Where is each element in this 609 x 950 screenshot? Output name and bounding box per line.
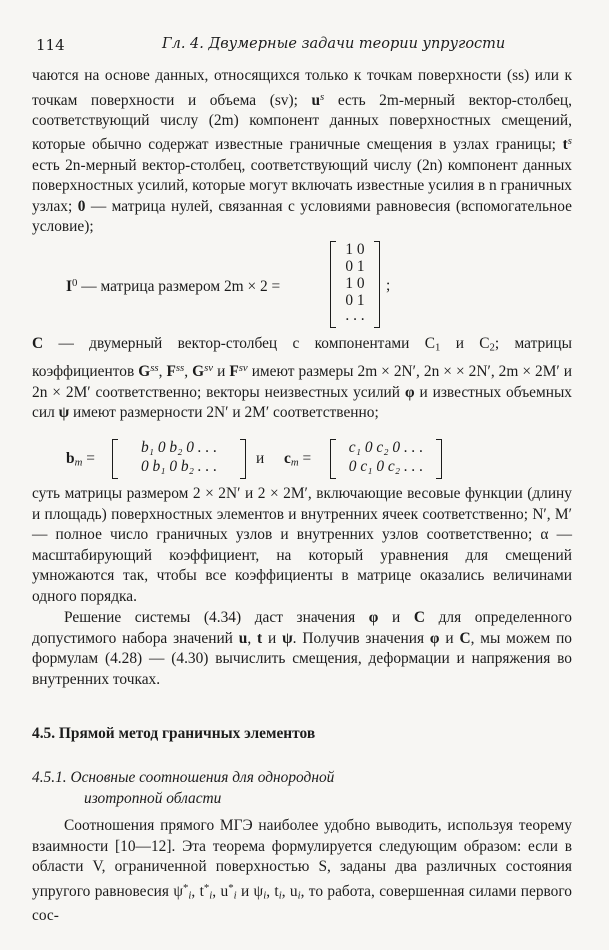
matrix-row: c₁ 0 c₂ 0 . . . (348, 439, 424, 456)
paragraph-matrices-description: суть матрицы размером 2 × 2N′ и 2 × 2M′, включающие весовые функции (длину и площадь) поверхностных элементов и внутренних ячеек соответственно; N′, M′ — полное число граничных узлов и внутренних узлов соответственно; α — масштабирующий коэффициент, на который уравнения для смещений умножаются так, чтобы все коэффициенты в матрице оказались величинами одного порядка. (32, 485, 572, 605)
matrix-row: b₁ 0 b₂ 0 . . . (140, 439, 218, 456)
matrix-row: 1 0 (345, 241, 365, 258)
matrix-c (330, 439, 442, 479)
paragraph-definitions: чаются на основе данных, относящихся только к точкам поверхности (ss) или к точкам поверхности и объема (sv); $u^s$ есть 2m-мерный вектор-столбец, соответствующий числу (2m) компонент данных поверхностных смещений, которые обычно содержат известные граничные смещения в узлах границы; $t^s$ есть 2n-мерный вектор-столбец, соответствующий числу (2n) компонент данных поверхностных усилий, которые могут включать известные усилия в n граничных узлах; 0 — матрица нулей, связанная с условиями равновесия (вспомогательное условие); (32, 67, 572, 236)
subsection-heading-line1: 4.5.1. Основные соотношения для однородной (32, 769, 335, 786)
paragraph-solution: Решение системы (4.34) даст значения φ и C для определенного допустимого набора значений u, t и ψ. Получив значения φ и C, мы можем по формулам (4.28) — (4.30) вычислить смещения, деформации и напряжения во внутренних точках. (32, 609, 572, 688)
equation-conjunction: и (256, 450, 265, 467)
identity-matrix (330, 241, 380, 329)
matrix-row: 0 b₁ 0 b₂ . . . (140, 458, 218, 475)
equation-trail: ; (386, 277, 391, 294)
equation-b-symbol: $b_m$ = (66, 450, 95, 469)
paragraph-reciprocity-theorem: Соотношения прямого МГЭ наиболее удобно выводить, используя теорему взаимности [10—12]. Эта теорема формулируется следующим образом: если в области V, ограниченной поверхностью S, заданы два различных состояния упругого равновесия $\psi^*_i$, $t^*_i$, $u^*_i$ и $\psi_i$, $t_i$, $u_i$, то работа, совершенная силами первого сос- (32, 817, 573, 924)
page-header (0, 36, 609, 58)
paragraph-vectors: C — двумерный вектор-столбец с компонентами $C_1$ и $C_2$; матрицы коэффициентов $G^{ss}$, $F^{ss}$, $G^{sv}$ и $F^{sv}$ имеют размеры 2m × 2N′, 2n × × 2N′, 2m × 2M′ и 2n × 2M′ соответственно; векторы неизвестных усилий φ и известных объемных сил ψ имеют размерности 2N′ и 2M′ соответственно; (32, 335, 573, 422)
matrix-row: 0 1 (345, 292, 365, 309)
equation-identity-matrix-label: $I^0$ — матрица размером 2m × 2 = (66, 277, 281, 295)
matrix-row: . . . (345, 307, 365, 324)
running-head: Гл. 4. Двумерные задачи теории упругости (162, 36, 506, 52)
matrix-row: 0 1 (345, 258, 365, 275)
page-number: 114 (36, 36, 65, 54)
section-heading: 4.5. Прямой метод граничных элементов (32, 725, 316, 742)
matrix-row: 0 c₁ 0 c₂ . . . (348, 458, 424, 475)
subsection-heading-line2: изотропной области (84, 790, 222, 807)
equation-c-symbol: $c_m$ = (284, 450, 312, 469)
matrix-b (112, 439, 246, 479)
matrix-row: 1 0 (345, 275, 365, 292)
